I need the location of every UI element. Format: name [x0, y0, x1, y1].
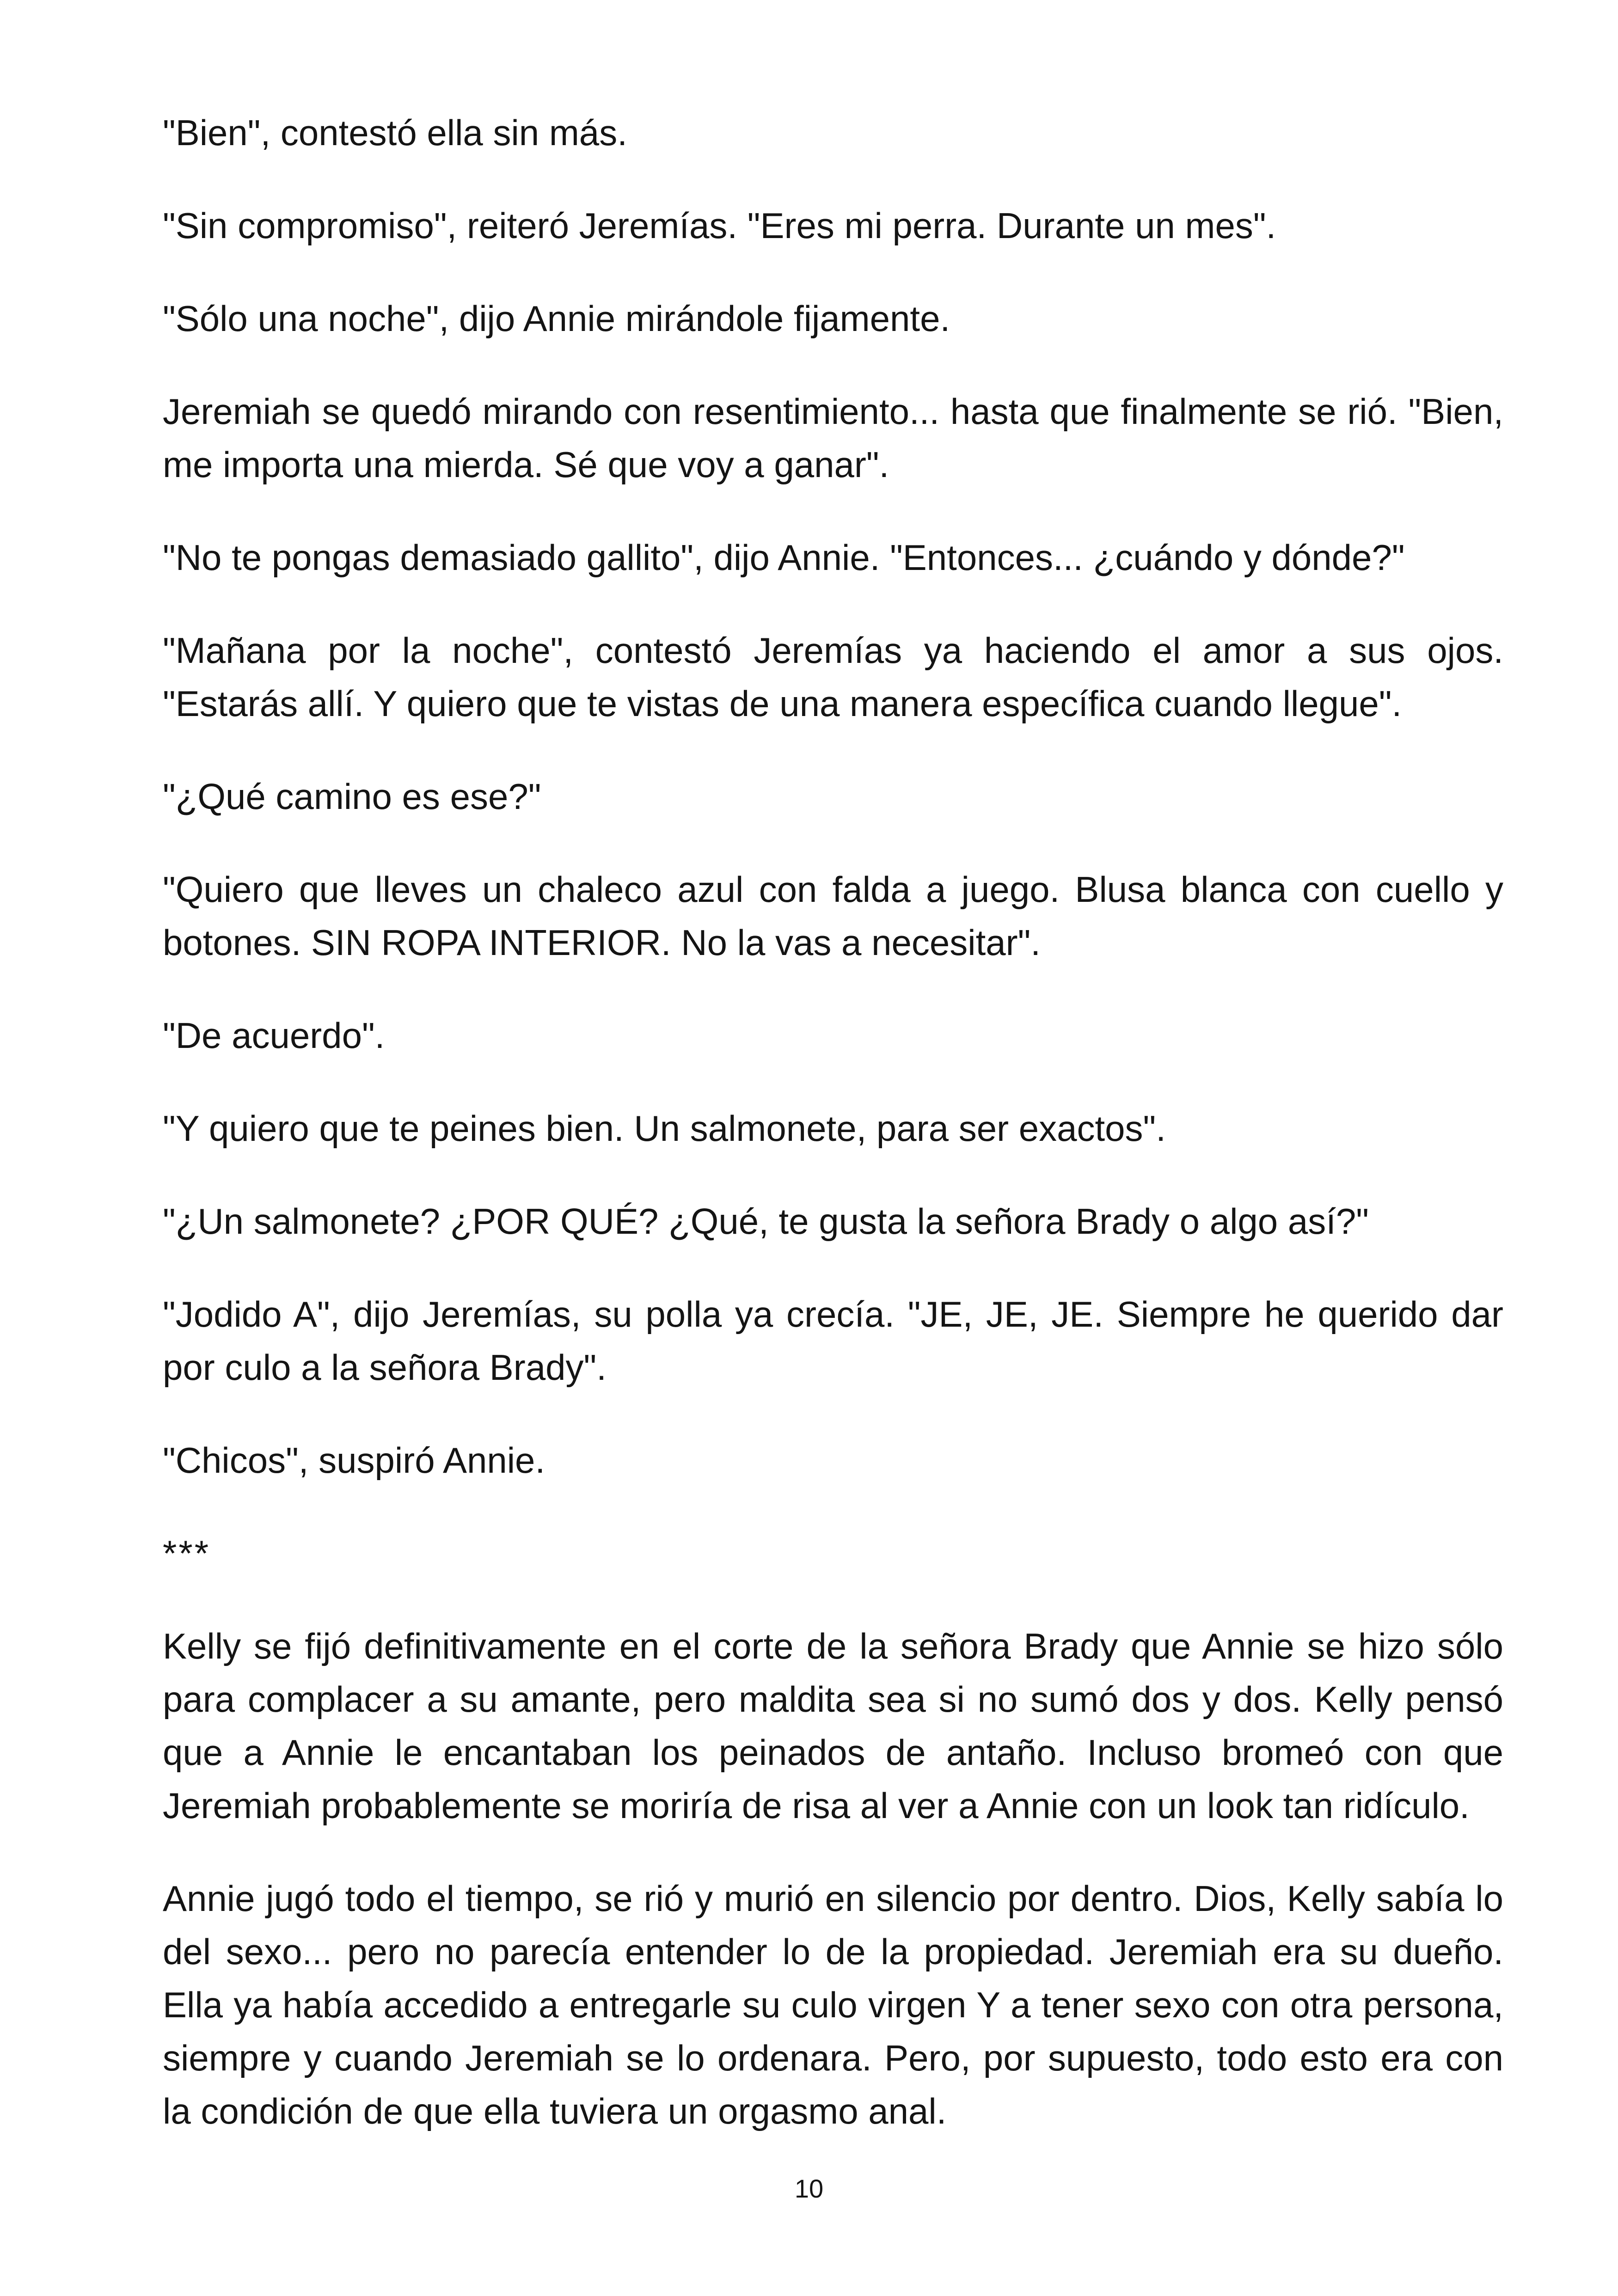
- paragraph: "Sólo una noche", dijo Annie mirándole fijamente.: [163, 298, 950, 339]
- paragraph: Kelly se fijó definitivamente en el corte de la señora Brady que Annie se hizo sólo para complacer a su amante, pero maldita sea si no sumó dos y dos. Kelly pensó que a Annie le encantaban los peinados de antaño. Incluso bromeó con que Jeremiah probablemente se moriría de risa al ver a Annie con un look tan ridículo.: [163, 1626, 1503, 1826]
- paragraph: "Mañana por la noche", contestó Jeremías ya haciendo el amor a sus ojos. "Estarás allí. Y quiero que te vistas de una manera específica cuando llegue".: [163, 630, 1503, 724]
- page-body-text: [163, 106, 1503, 2138]
- paragraph: "Quiero que lleves un chaleco azul con falda a juego. Blusa blanca con cuello y botones. SIN ROPA INTERIOR. No la vas a necesitar".: [163, 869, 1503, 963]
- paragraph: "Bien", contestó ella sin más.: [163, 112, 627, 153]
- paragraph: "¿Qué camino es ese?": [163, 776, 541, 817]
- paragraph: "¿Un salmonete? ¿POR QUÉ? ¿Qué, te gusta la señora Brady o algo así?": [163, 1201, 1369, 1242]
- paragraph: "Y quiero que te peines bien. Un salmonete, para ser exactos".: [163, 1108, 1166, 1149]
- paragraph: "Chicos", suspiró Annie.: [163, 1440, 545, 1481]
- page-number: 10: [794, 2174, 824, 2203]
- scene-break: ***: [163, 1533, 211, 1574]
- paragraph: "No te pongas demasiado gallito", dijo Annie. "Entonces... ¿cuándo y dónde?": [163, 537, 1405, 578]
- paragraph: "Sin compromiso", reiteró Jeremías. "Eres mi perra. Durante un mes".: [163, 205, 1276, 246]
- paragraph: Annie jugó todo el tiempo, se rió y murió en silencio por dentro. Dios, Kelly sabía lo del sexo... pero no parecía entender lo de la propiedad. Jeremiah era su dueño. Ella ya había accedido a entregarle su culo virgen Y a tener sexo con otra persona, siempre y cuando Jeremiah se lo ordenara. Pero, por supuesto, todo esto era con la condición de que ella tuviera un orgasmo anal.: [163, 1878, 1503, 2131]
- paragraph: "De acuerdo".: [163, 1015, 385, 1056]
- paragraph: "Jodido A", dijo Jeremías, su polla ya crecía. "JE, JE, JE. Siempre he querido dar por culo a la señora Brady".: [163, 1294, 1503, 1388]
- paragraph: Jeremiah se quedó mirando con resentimiento... hasta que finalmente se rió. "Bien, me importa una mierda. Sé que voy a ganar".: [163, 391, 1503, 485]
